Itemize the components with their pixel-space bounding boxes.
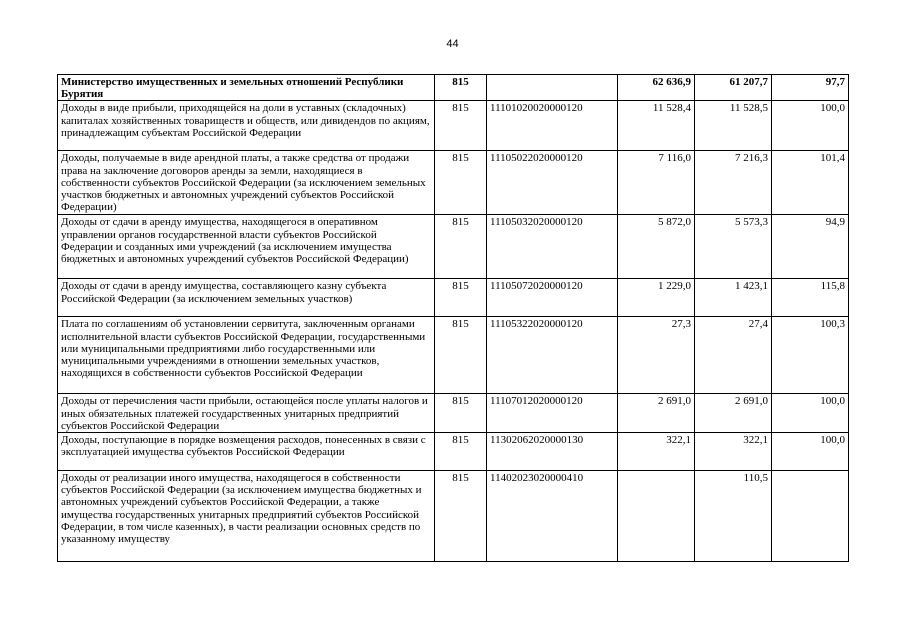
revenue-table: [57, 74, 849, 562]
plan-amount: 27,3: [618, 317, 695, 394]
table-row: [58, 317, 849, 394]
execution-percent: 100,0: [772, 101, 849, 151]
row-description: Доходы от реализации иного имущества, находящегося в собственности субъектов Российской Федерации (за исключением имущества бюджетных и автономных учреждений субъектов Российской Федерации, а также имущества государственных унитарных предприятий субъектов Российской Федерации, в том числе казенных), в части реализации основных средств по указанному имуществу: [58, 471, 435, 562]
admin-code: 815: [435, 433, 487, 471]
admin-code: 815: [435, 317, 487, 394]
actual-amount: 2 691,0: [695, 394, 772, 433]
budget-code: 11105072020000120: [487, 279, 618, 317]
row-description: Доходы от перечисления части прибыли, остающейся после уплаты налогов и иных обязательных платежей государственных унитарных предприятий субъектов Российской Федерации: [58, 394, 435, 433]
table-row: [58, 151, 849, 215]
execution-percent: 101,4: [772, 151, 849, 215]
execution-percent: 100,0: [772, 433, 849, 471]
plan-amount: 322,1: [618, 433, 695, 471]
ministry-name: Министерство имущественных и земельных отношений Республики Бурятия: [58, 75, 435, 101]
execution-percent: 100,3: [772, 317, 849, 394]
execution-percent: 97,7: [772, 75, 849, 101]
budget-code: 11105322020000120: [487, 317, 618, 394]
budget-code: 11402023020000410: [487, 471, 618, 562]
actual-amount: 5 573,3: [695, 215, 772, 279]
row-description: Доходы от сдачи в аренду имущества, составляющего казну субъекта Российской Федерации (за исключением земельных участков): [58, 279, 435, 317]
table-header-row: [58, 75, 849, 101]
actual-amount: 110,5: [695, 471, 772, 562]
execution-percent: 115,8: [772, 279, 849, 317]
page-number: 44: [446, 38, 459, 50]
plan-amount: 2 691,0: [618, 394, 695, 433]
actual-amount: 11 528,5: [695, 101, 772, 151]
budget-code: 11107012020000120: [487, 394, 618, 433]
plan-amount: 62 636,9: [618, 75, 695, 101]
execution-percent: [772, 471, 849, 562]
plan-amount: 11 528,4: [618, 101, 695, 151]
table-row: [58, 471, 849, 562]
admin-code: 815: [435, 151, 487, 215]
budget-code: [487, 75, 618, 101]
row-description: Доходы от сдачи в аренду имущества, находящегося в оперативном управлении органов государственной власти субъектов Российской Федерации и созданных ими учреждений (за исключением имущества бюджетных и автономных учреждений субъектов Российской Федерации): [58, 215, 435, 279]
row-description: Доходы в виде прибыли, приходящейся на доли в уставных (складочных) капиталах хозяйственных товариществ и обществ, или дивидендов по акциям, принадлежащим субъектам Российской Федерации: [58, 101, 435, 151]
admin-code: 815: [435, 215, 487, 279]
budget-code: 11101020020000120: [487, 101, 618, 151]
plan-amount: 1 229,0: [618, 279, 695, 317]
plan-amount: 7 116,0: [618, 151, 695, 215]
admin-code: 815: [435, 279, 487, 317]
execution-percent: 94,9: [772, 215, 849, 279]
row-description: Доходы, получаемые в виде арендной платы, а также средства от продажи права на заключение договоров аренды за земли, находящиеся в собственности субъектов Российской Федерации (за исключением земельных участков бюджетных и автономных учреждений субъектов Российской Федерации): [58, 151, 435, 215]
row-description: Плата по соглашениям об установлении сервитута, заключенным органами исполнительной власти субъектов Российской Федерации, государственными или муниципальными предприятиями либо государственными или муниципальными учреждениями в отношении земельных участков, находящихся в собственности субъектов Российской Федерации: [58, 317, 435, 394]
actual-amount: 27,4: [695, 317, 772, 394]
budget-code: 11105032020000120: [487, 215, 618, 279]
table-row: [58, 279, 849, 317]
table-row: [58, 215, 849, 279]
row-description: Доходы, поступающие в порядке возмещения расходов, понесенных в связи с эксплуатацией имущества субъектов Российской Федерации: [58, 433, 435, 471]
table-row: [58, 433, 849, 471]
admin-code: 815: [435, 394, 487, 433]
admin-code: 815: [435, 101, 487, 151]
actual-amount: 1 423,1: [695, 279, 772, 317]
table-row: [58, 101, 849, 151]
admin-code: 815: [435, 75, 487, 101]
actual-amount: 322,1: [695, 433, 772, 471]
actual-amount: 7 216,3: [695, 151, 772, 215]
actual-amount: 61 207,7: [695, 75, 772, 101]
plan-amount: 5 872,0: [618, 215, 695, 279]
budget-code: 11105022020000120: [487, 151, 618, 215]
execution-percent: 100,0: [772, 394, 849, 433]
budget-code: 11302062020000130: [487, 433, 618, 471]
plan-amount: [618, 471, 695, 562]
admin-code: 815: [435, 471, 487, 562]
table-row: [58, 394, 849, 433]
